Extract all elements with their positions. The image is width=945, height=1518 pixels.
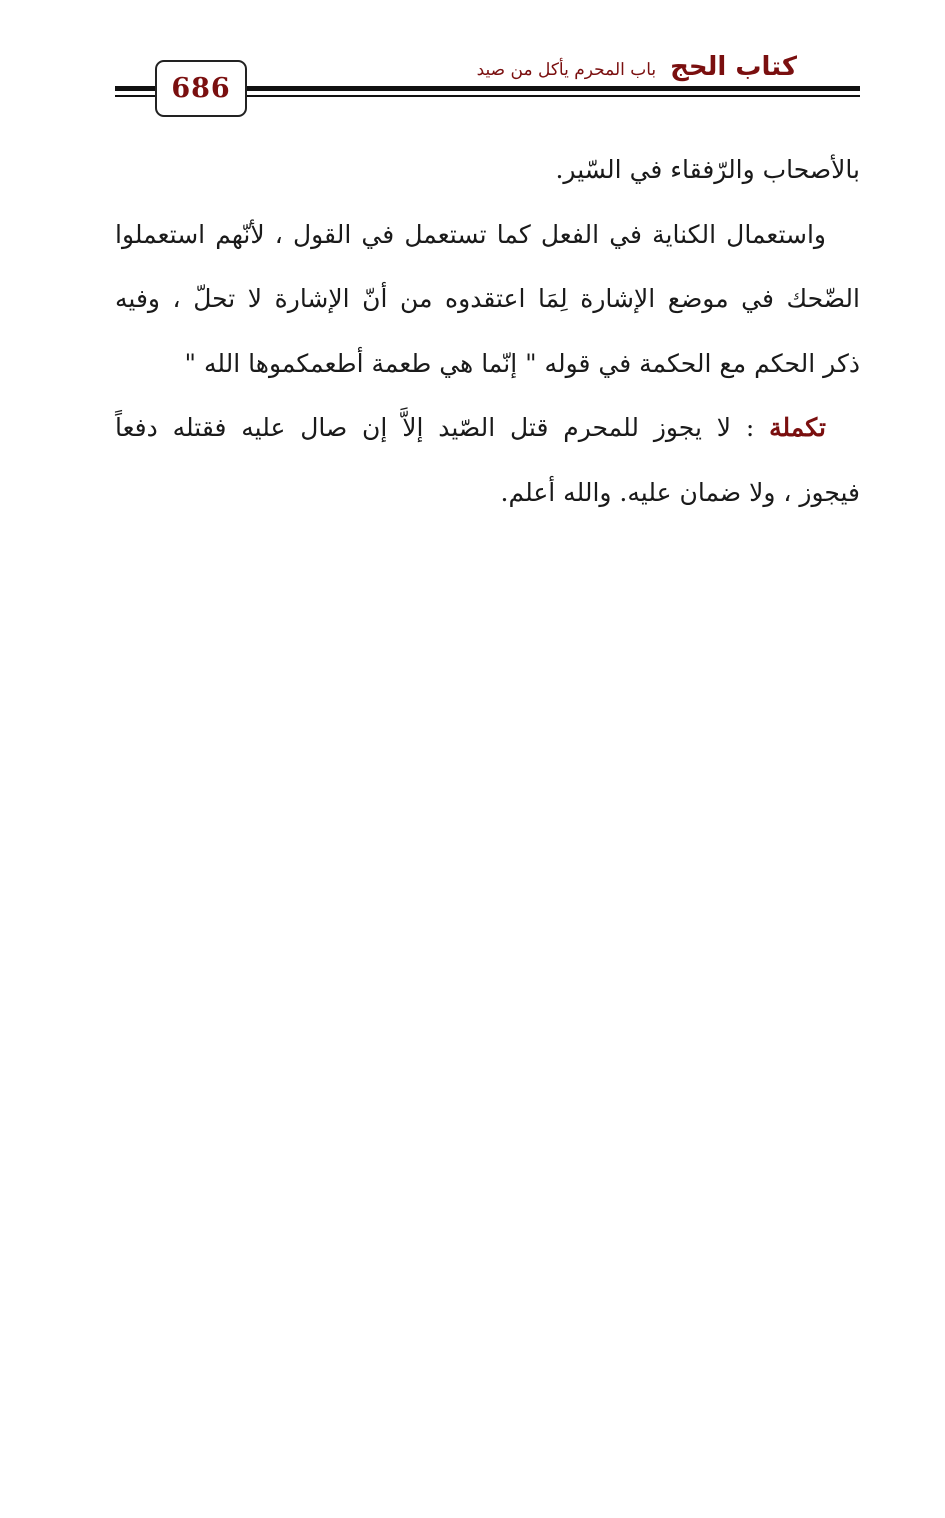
- completion-term: تكملة: [769, 413, 826, 442]
- text-line-3: الضّحك في موضع الإشارة لِمَا اعتقدوه من أنّ الإشارة لا تحلّ ، وفيه: [115, 284, 860, 313]
- text-line-5: [115, 396, 860, 461]
- text-line-1: بالأصحاب والرّفقاء في السّير.: [555, 155, 860, 184]
- page-number-box: [155, 60, 247, 117]
- running-head: [477, 52, 797, 86]
- completion-text: : لا يجوز للمحرم قتل الصّيد إلاَّ إن صال عليه فقتله دفعاً: [115, 413, 770, 442]
- text-line-6: فيجوز ، ولا ضمان عليه. والله أعلم.: [500, 477, 860, 507]
- page-header: [0, 0, 945, 130]
- chapter-title: باب المحرم يأكل من صيد: [476, 60, 657, 80]
- text-body: [115, 138, 860, 525]
- text-line-4: ذكر الحكم مع الحكمة في قوله " إنّما هي طعمة أطعمكموها الله ": [184, 348, 860, 378]
- page-number: 686: [171, 73, 231, 104]
- text-line-2: واستعمال الكناية في الفعل كما تستعمل في القول ، لأنّهم استعملوا: [115, 219, 826, 249]
- book-title: كتاب الحج: [670, 52, 797, 82]
